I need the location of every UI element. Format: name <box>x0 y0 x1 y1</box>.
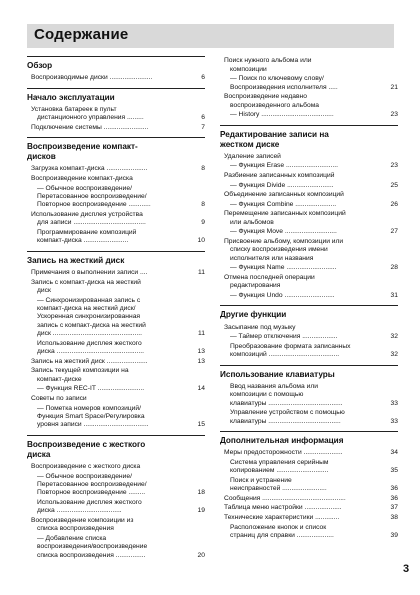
toc-entry-text: — History ....................................... <box>230 111 334 119</box>
toc-entry-text: Воспроизведение с жесткого диска <box>31 462 141 470</box>
toc-entry[interactable] <box>220 504 398 512</box>
section-title-line: Другие функции <box>220 310 287 320</box>
toc-entry[interactable] <box>220 449 398 457</box>
contents-header-bar <box>27 24 394 48</box>
toc-entry[interactable] <box>220 514 398 522</box>
toc-entry-text: — Добавление списка <box>37 534 107 542</box>
toc-entry-text: Советы по записи <box>31 394 87 402</box>
toc-entry[interactable] <box>27 229 205 246</box>
toc-page-number: 33 <box>390 399 398 407</box>
toc-entry-text: исполнителя или названия <box>230 254 314 262</box>
toc-entry-text: композиции <box>230 65 267 73</box>
toc-entry-text: или альбомов <box>230 218 274 226</box>
toc-entry-text: — Обычное воспроизведение/ <box>37 184 132 192</box>
toc-entry-text: Программирование композиций <box>37 228 137 236</box>
toc-page-number: 38 <box>390 513 398 521</box>
toc-entry[interactable] <box>220 228 398 236</box>
toc-entry[interactable] <box>220 201 398 209</box>
toc-entry[interactable] <box>27 358 205 366</box>
section-title <box>220 365 398 382</box>
toc-entry[interactable] <box>220 191 398 199</box>
toc-section <box>27 435 205 560</box>
toc-entry[interactable] <box>220 238 398 263</box>
toc-page-number: 36 <box>390 485 398 493</box>
toc-entry-text: Удаление записей <box>224 152 281 160</box>
toc-page-number: 8 <box>201 165 205 173</box>
toc-entry[interactable] <box>220 274 398 291</box>
toc-page-number: 31 <box>390 291 398 299</box>
toc-entry-text: Воспроизведение композиции из <box>31 516 134 524</box>
toc-entry-text: Система управления серийным <box>230 458 329 466</box>
toc-entry-text: Присвоение альбому, композиции или <box>224 237 344 245</box>
toc-entry[interactable] <box>27 463 205 471</box>
toc-entry-text: Преобразование формата записанных <box>230 342 351 350</box>
toc-section <box>27 251 205 430</box>
toc-entry[interactable] <box>220 524 398 541</box>
toc-entry-text: копированием ............................ <box>230 467 329 475</box>
toc-entry-text: Объединение записанных композиций <box>224 191 344 199</box>
toc-entry-text: компакт-диска на жесткий диск/ <box>37 304 136 312</box>
toc-entry-text: композиций ...................................... <box>230 351 340 359</box>
toc-entry[interactable] <box>27 385 205 393</box>
toc-entry[interactable] <box>220 182 398 190</box>
toc-entry-text: — Функция Name ........................... <box>230 264 337 272</box>
toc-page-number: 23 <box>390 162 398 170</box>
section-title <box>27 88 205 105</box>
toc-entry-text: — Обычное воспроизведение/ <box>37 472 132 480</box>
toc-entry-text: Ввод названия альбома или <box>230 382 318 390</box>
toc-page-number: 23 <box>390 111 398 119</box>
toc-entry-text: списка воспроизведения ................ <box>37 551 146 559</box>
section-title-line: Начало эксплуатации <box>27 92 115 102</box>
toc-entry-text: Таблица меню настройки .................... <box>224 504 342 512</box>
toc-entry-text: Запись текущей композиции на <box>31 367 129 375</box>
toc-entry-text: — Функция Erase ............................ <box>230 162 338 170</box>
toc-entry-text: Засыпание под музыку <box>224 323 296 331</box>
toc-entry-text: — Функция Undo ........................... <box>230 291 335 299</box>
toc-entry-text: композиции с помощью <box>230 391 304 399</box>
toc-page-number: 6 <box>201 74 205 82</box>
toc-entry[interactable] <box>27 405 205 430</box>
toc-entry[interactable] <box>220 383 398 408</box>
toc-entry[interactable] <box>220 459 398 476</box>
toc-section <box>27 56 205 83</box>
toc-entry[interactable] <box>27 367 205 384</box>
toc-section <box>220 57 398 119</box>
toc-page-number: 39 <box>390 531 398 539</box>
toc-page-number: 27 <box>390 228 398 236</box>
toc-entry[interactable] <box>27 279 205 296</box>
toc-entry-text: Загрузка компакт-диска ...................... <box>31 165 148 173</box>
toc-section <box>220 431 398 540</box>
section-title-line: Обзор <box>27 61 53 70</box>
toc-entry-text: Воспроизведение недавно <box>224 93 307 101</box>
toc-entry[interactable] <box>220 162 398 170</box>
toc-entry[interactable] <box>27 165 205 173</box>
toc-entry-text: Примечания о выполнении записи .... <box>31 268 148 276</box>
toc-entry-text: Использование дисплея жесткого <box>37 339 142 347</box>
toc-entry[interactable] <box>220 111 398 119</box>
toc-page-number: 8 <box>201 201 205 209</box>
toc-page-number: 28 <box>390 264 398 272</box>
section-title <box>27 251 205 268</box>
toc-entry-text: Ускоренная синхронизированная <box>37 313 141 321</box>
toc-section <box>220 305 398 359</box>
toc-entry-text: Отмена последней операции <box>224 273 315 281</box>
toc-entry-text: компакт-диске <box>37 375 82 383</box>
section-title-line: жестком диске <box>220 139 280 149</box>
toc-entry-text: — Пометка номеров композиций/ <box>37 404 142 412</box>
toc-entry-text: воспроизведения/воспроизведение <box>37 543 148 551</box>
toc-entry-text: Воспроизведение компакт-диска <box>31 174 133 182</box>
toc-page-number: 37 <box>390 504 398 512</box>
toc-entry-text: Использование дисплея устройства <box>31 210 143 218</box>
section-title-line: дисков <box>27 152 56 162</box>
toc-entry[interactable] <box>220 477 398 494</box>
toc-entry[interactable] <box>220 153 398 161</box>
toc-entry-text: Поиск и устранение <box>230 476 292 484</box>
toc-page-number: 11 <box>198 330 205 338</box>
toc-section <box>220 125 398 301</box>
toc-entry-text: Перетасованное воспроизведение/ <box>37 192 147 200</box>
toc-entry-text: списка воспроизведения <box>37 525 114 533</box>
section-title <box>27 137 205 164</box>
section-title-line: Запись на жесткий диск <box>27 255 125 265</box>
toc-entry-text: — Функция Combine ...................... <box>230 200 337 208</box>
toc-entry[interactable] <box>27 535 205 560</box>
toc-entry-text: Функция Smart Space/Регулировка <box>37 412 145 420</box>
toc-right-column <box>220 56 398 540</box>
toc-page-number: 21 <box>390 83 398 91</box>
toc-section <box>27 137 205 246</box>
toc-page-number: 25 <box>390 181 398 189</box>
section-title <box>220 125 398 152</box>
toc-section <box>27 88 205 133</box>
toc-entry-text: компакт-диска ........................ <box>37 237 129 245</box>
toc-page-number: 13 <box>197 357 205 365</box>
toc-page-number: 26 <box>390 200 398 208</box>
toc-entry[interactable] <box>220 292 398 300</box>
toc-page-number: 6 <box>201 114 205 122</box>
toc-entry[interactable] <box>27 185 205 210</box>
section-title <box>220 305 398 322</box>
toc-page-number: 15 <box>197 421 205 429</box>
section-title-line: Редактирование записи на <box>220 129 329 139</box>
toc-entry-text: диск ................................................ <box>37 330 142 338</box>
toc-entry-text: Управление устройством с помощью <box>230 409 345 417</box>
section-title-line: Использование клавиатуры <box>220 369 335 379</box>
toc-left-column <box>27 56 205 560</box>
toc-entry-text: Воспроизводимые диски ....................... <box>31 74 153 82</box>
section-title-line: Воспроизведение с жесткого <box>27 439 146 449</box>
toc-entry[interactable] <box>27 269 205 277</box>
toc-page-number: 10 <box>197 237 205 245</box>
section-title-line: Воспроизведение компакт- <box>27 142 138 152</box>
toc-entry[interactable] <box>220 264 398 272</box>
toc-page-number: 33 <box>390 417 398 425</box>
toc-page-number: 20 <box>197 551 205 559</box>
toc-entry-text: — Таймер отключения ................... <box>230 333 338 341</box>
toc-page-number: 7 <box>201 123 205 131</box>
section-title <box>27 435 205 462</box>
toc-entry[interactable] <box>220 93 398 110</box>
toc-entry[interactable] <box>27 211 205 228</box>
toc-entry-text: списку воспроизведения имени <box>230 246 328 254</box>
toc-entry-text: Использование дисплея жесткого <box>37 498 142 506</box>
toc-entry-text: Перетасованное воспроизведение/ <box>37 480 147 488</box>
toc-entry-text: страниц для справки .................... <box>230 531 334 539</box>
toc-page-number: 32 <box>390 333 398 341</box>
toc-page-number: 13 <box>197 348 205 356</box>
toc-entry[interactable] <box>27 297 205 339</box>
toc-entry-text: — Функция Move ............................ <box>230 228 337 236</box>
toc-entry[interactable] <box>220 57 398 74</box>
toc-entry[interactable] <box>27 74 205 82</box>
toc-entry-text: — Синхронизированная запись с <box>37 296 141 304</box>
toc-page-number: 35 <box>390 467 398 475</box>
toc-entry-text: диска ................................... <box>37 507 122 515</box>
section-title-line: диска <box>27 449 51 459</box>
toc-entry[interactable] <box>220 75 398 92</box>
toc-entry-text: Подключение системы ........................ <box>31 123 149 131</box>
page-number: 3 <box>403 563 410 575</box>
toc-entry-text: уровня записи ................................... <box>37 421 149 429</box>
toc-entry-text: диска ............................................... <box>37 348 144 356</box>
toc-entry-text: Установка батареек в пульт <box>31 105 117 113</box>
toc-entry-text: клавиатуры ....................................... <box>230 417 341 425</box>
toc-entry-text: Запись с компакт-диска на жесткий <box>31 278 141 286</box>
toc-entry-text: Повторное воспроизведение ......... <box>37 489 146 497</box>
toc-section <box>220 365 398 426</box>
toc-entry[interactable] <box>27 517 205 534</box>
toc-page-number: 11 <box>198 268 205 276</box>
toc-entry-text: Повторное воспроизведение ............ <box>37 201 151 209</box>
toc-page-number: 34 <box>390 449 398 457</box>
toc-entry[interactable] <box>220 495 398 503</box>
toc-entry[interactable] <box>220 324 398 332</box>
section-title <box>220 431 398 448</box>
toc-entry[interactable] <box>27 395 205 403</box>
page-title: Содержание <box>34 26 129 43</box>
toc-entry-text: воспроизведенного альбома <box>230 101 320 109</box>
toc-entry[interactable] <box>220 333 398 341</box>
toc-entry-text: Воспроизведения исполнителя ..... <box>230 83 338 91</box>
toc-entry-text: Поиск нужного альбома или <box>224 57 312 65</box>
toc-entry-text: неисправностей ........................ <box>230 485 327 493</box>
toc-entry[interactable] <box>27 340 205 357</box>
toc-entry[interactable] <box>220 409 398 426</box>
toc-entry[interactable] <box>27 175 205 183</box>
toc-entry[interactable] <box>27 473 205 498</box>
toc-page-number: 18 <box>197 489 205 497</box>
toc-entry[interactable] <box>220 172 398 180</box>
toc-entry-text: Сообщения ............................................. <box>224 494 346 502</box>
toc-page-number: 19 <box>197 507 205 515</box>
toc-page-number: 36 <box>390 494 398 502</box>
toc-entry[interactable] <box>27 499 205 516</box>
toc-entry-text: Меры предосторожности ..................... <box>224 449 343 457</box>
toc-entry[interactable] <box>220 210 398 227</box>
toc-entry-text: редактирования <box>230 282 281 290</box>
toc-entry-text: Перемещение записанных композиций <box>224 210 346 218</box>
toc-entry-text: Расположение кнопок и список <box>230 523 327 531</box>
section-title <box>27 56 205 73</box>
toc-entry-text: — Поиск по ключевому слову/ <box>230 75 324 83</box>
toc-entry-text: — Функция Divide ......................... <box>230 181 334 189</box>
toc-entry[interactable] <box>220 343 398 360</box>
toc-entry-text: Разбиение записанных композиций <box>224 171 335 179</box>
toc-entry[interactable] <box>27 124 205 132</box>
toc-entry-text: клавиатуры ........................................ <box>230 399 343 407</box>
toc-entry-text: запись с компакт-диска на жесткий <box>37 321 146 329</box>
toc-entry[interactable] <box>27 106 205 123</box>
toc-entry-text: — Функция REC-IT ......................... <box>37 385 145 393</box>
toc-entry-text: Запись на жесткий диск ...................... <box>31 357 148 365</box>
section-title-line: Дополнительная информация <box>220 435 344 445</box>
toc-page-number: 32 <box>390 351 398 359</box>
toc-page-number: 9 <box>201 219 205 227</box>
toc-entry-text: дистанционного управления ......... <box>37 114 144 122</box>
toc-entry-text: для записи ....................................... <box>37 219 146 227</box>
toc-entry-text: Технические характеристики ............. <box>224 513 340 521</box>
toc-page-number: 14 <box>197 385 205 393</box>
toc-entry-text: диск <box>37 286 51 294</box>
